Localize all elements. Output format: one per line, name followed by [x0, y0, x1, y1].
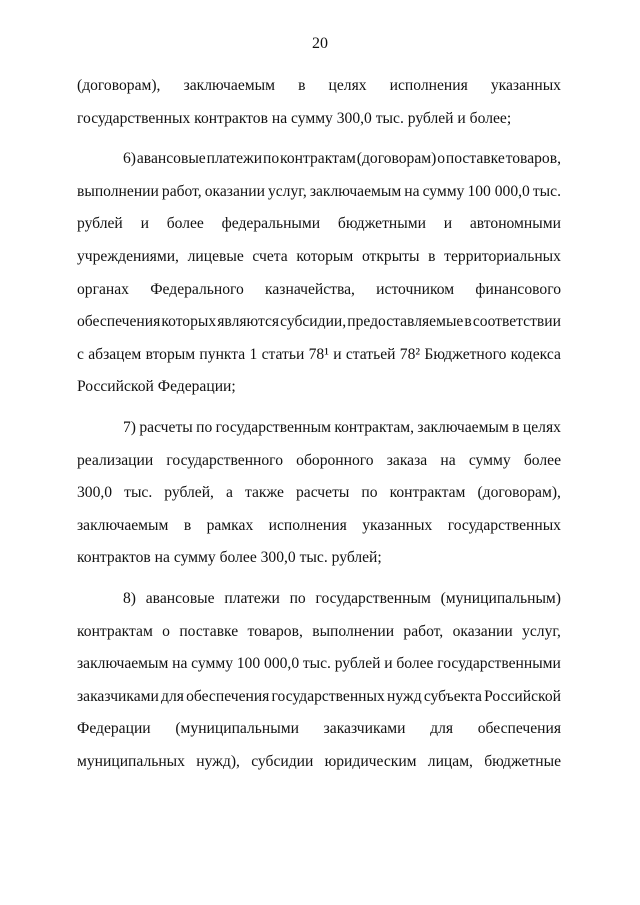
word: выполнении — [312, 622, 395, 640]
word: источником — [376, 280, 455, 298]
word: пункта — [199, 345, 246, 363]
word: 100 000,0 — [467, 182, 530, 200]
word: юридическим — [324, 752, 417, 770]
text-line — [77, 339, 561, 372]
word: муниципальных — [77, 752, 185, 770]
word: субсидии — [251, 752, 314, 770]
word: Федерации — [77, 720, 151, 738]
text-line — [77, 477, 561, 510]
word: являются — [217, 313, 280, 331]
word: 7) — [123, 418, 136, 436]
word: услуг, — [522, 622, 561, 640]
word: по — [196, 418, 213, 436]
word: субсидии, — [280, 313, 347, 331]
word: и — [140, 215, 149, 233]
word: (муниципальным) — [440, 589, 561, 607]
word: (договорам), — [477, 484, 561, 502]
word: авансовые — [136, 150, 206, 168]
word: заключаемым — [417, 418, 509, 436]
word: Бюджетного — [424, 345, 507, 363]
word: субъекта — [423, 687, 482, 705]
word: 8) — [123, 589, 136, 607]
word: сумму — [422, 182, 465, 200]
text-line — [77, 371, 561, 404]
text-line — [77, 713, 561, 746]
word: 6) — [123, 150, 136, 168]
word: заказчиками — [77, 687, 159, 705]
word: лицам, — [427, 752, 473, 770]
word: целях — [522, 418, 561, 436]
word: более — [523, 451, 561, 469]
word: Федерального — [150, 280, 244, 298]
document-body — [77, 70, 561, 778]
word: обеспечения — [77, 313, 161, 331]
word: обеспечения — [186, 687, 270, 705]
word: 78¹ — [308, 345, 329, 363]
word: абзацем — [88, 345, 142, 363]
line-text: государственных контрактов на сумму 300,0 тыс. рублей и более; — [77, 109, 512, 127]
word: (муниципальными — [175, 720, 299, 738]
word: услуг, — [267, 182, 307, 200]
word: работ, — [403, 622, 444, 640]
word: (договорам), — [77, 77, 161, 94]
word: заключаемым — [183, 77, 275, 94]
word: товаров, — [247, 622, 303, 640]
word: более — [396, 655, 434, 673]
word: на — [172, 655, 188, 673]
word: счета — [252, 247, 288, 265]
word: заказчиками — [323, 720, 406, 738]
word: с — [77, 345, 84, 363]
word: соответствии — [472, 313, 561, 331]
word: оборонного — [296, 451, 374, 469]
word: поставке — [179, 622, 239, 640]
word: государственных — [271, 687, 385, 705]
word: автономными — [469, 215, 561, 233]
word: в — [428, 247, 436, 265]
line-text: Российской Федерации; — [77, 378, 236, 396]
word: нужд), — [196, 752, 240, 770]
word: по — [263, 150, 280, 168]
word: оказании — [452, 622, 513, 640]
word: лицевые — [187, 247, 244, 265]
word: заключаемым — [77, 516, 169, 534]
word: тыс. — [532, 182, 561, 200]
text-line — [77, 445, 561, 478]
word: рамках — [206, 516, 254, 534]
text-line — [77, 648, 561, 681]
word: товаров, — [505, 150, 561, 168]
word: кодекса — [510, 345, 561, 363]
word: более — [166, 215, 204, 233]
word: рублей — [77, 215, 123, 233]
word: органах — [77, 280, 129, 298]
word: исполнения — [389, 77, 468, 94]
word: обеспечения — [477, 720, 561, 738]
word: казначейства, — [265, 280, 355, 298]
word: которым — [296, 247, 354, 265]
text-line — [77, 583, 561, 616]
text-line — [77, 412, 561, 445]
word: указанных — [490, 77, 561, 94]
word: в — [298, 77, 306, 94]
word: предоставляемые — [347, 313, 464, 331]
line-text: контрактов на сумму более 300,0 тыс. рублей; — [77, 549, 382, 567]
text-line — [77, 616, 561, 649]
word: на — [404, 182, 420, 200]
word: (договорам) — [356, 150, 437, 168]
word: сумму — [468, 451, 511, 469]
word: федеральными — [221, 215, 321, 233]
word: государственным — [215, 418, 331, 436]
text-line — [77, 176, 561, 209]
word: в — [464, 313, 472, 331]
word: в — [512, 418, 520, 436]
word: заключаемым — [309, 182, 402, 200]
word: статьей — [345, 345, 396, 363]
word: контрактам — [389, 484, 466, 502]
word: в — [183, 516, 192, 534]
text-line — [77, 70, 561, 103]
word: расчеты — [139, 418, 193, 436]
word: и — [443, 215, 453, 233]
word: территориальных — [444, 247, 561, 265]
word: государственных — [447, 516, 561, 534]
word: Российской — [484, 687, 561, 705]
word: государственного — [166, 451, 283, 469]
word: контрактам, — [334, 418, 415, 436]
word: расчеты — [295, 484, 350, 502]
text-line — [77, 241, 561, 274]
word: заключаемым — [77, 655, 169, 673]
text-line — [77, 542, 561, 575]
word: платежи — [224, 589, 280, 607]
word: исполнения — [268, 516, 347, 534]
word: бюджетными — [337, 215, 426, 233]
word: также — [244, 484, 284, 502]
word: для — [161, 687, 184, 705]
word: контрактам — [280, 150, 356, 168]
word: оказании — [204, 182, 265, 200]
word: которых — [161, 313, 217, 331]
word: выполнении — [77, 182, 159, 200]
word: заказа — [386, 451, 428, 469]
word: о — [437, 150, 446, 168]
word: финансового — [475, 280, 561, 298]
word: государственными — [437, 655, 561, 673]
word: тыс. — [302, 655, 331, 673]
text-line — [77, 510, 561, 543]
word: и — [384, 655, 393, 673]
word: сумму — [191, 655, 233, 673]
word: нужд — [386, 687, 422, 705]
text-line — [77, 681, 561, 714]
word: государственным — [315, 589, 431, 607]
word: платежи — [206, 150, 263, 168]
word: реализации — [77, 451, 154, 469]
text-line — [77, 746, 561, 779]
text-line — [77, 143, 561, 176]
word: бюджетные — [484, 752, 561, 770]
word: целях — [328, 77, 367, 94]
word: по — [289, 589, 306, 607]
word: вторым — [145, 345, 196, 363]
text-line — [77, 103, 561, 136]
word: рублей — [334, 655, 381, 673]
word: тыс. — [124, 484, 153, 502]
word: а — [226, 484, 233, 502]
word: указанных — [362, 516, 433, 534]
word: авансовые — [145, 589, 215, 607]
word: учреждениями, — [77, 247, 179, 265]
word: 300,0 — [77, 484, 113, 502]
word: рублей, — [164, 484, 214, 502]
word: по — [361, 484, 378, 502]
word: работ, — [161, 182, 202, 200]
word: на — [440, 451, 456, 469]
word: 1 — [249, 345, 258, 363]
word: 78² — [399, 345, 421, 363]
word: контрактам — [77, 622, 153, 640]
word: и — [333, 345, 342, 363]
word: для — [430, 720, 454, 738]
page-number: 20 — [312, 35, 328, 52]
word: открыты — [361, 247, 420, 265]
text-line — [77, 208, 561, 241]
text-line — [77, 306, 561, 339]
word: поставке — [445, 150, 505, 168]
text-line — [77, 274, 561, 307]
word: 100 000,0 — [236, 655, 300, 673]
word: о — [162, 622, 170, 640]
word: статьи — [261, 345, 305, 363]
